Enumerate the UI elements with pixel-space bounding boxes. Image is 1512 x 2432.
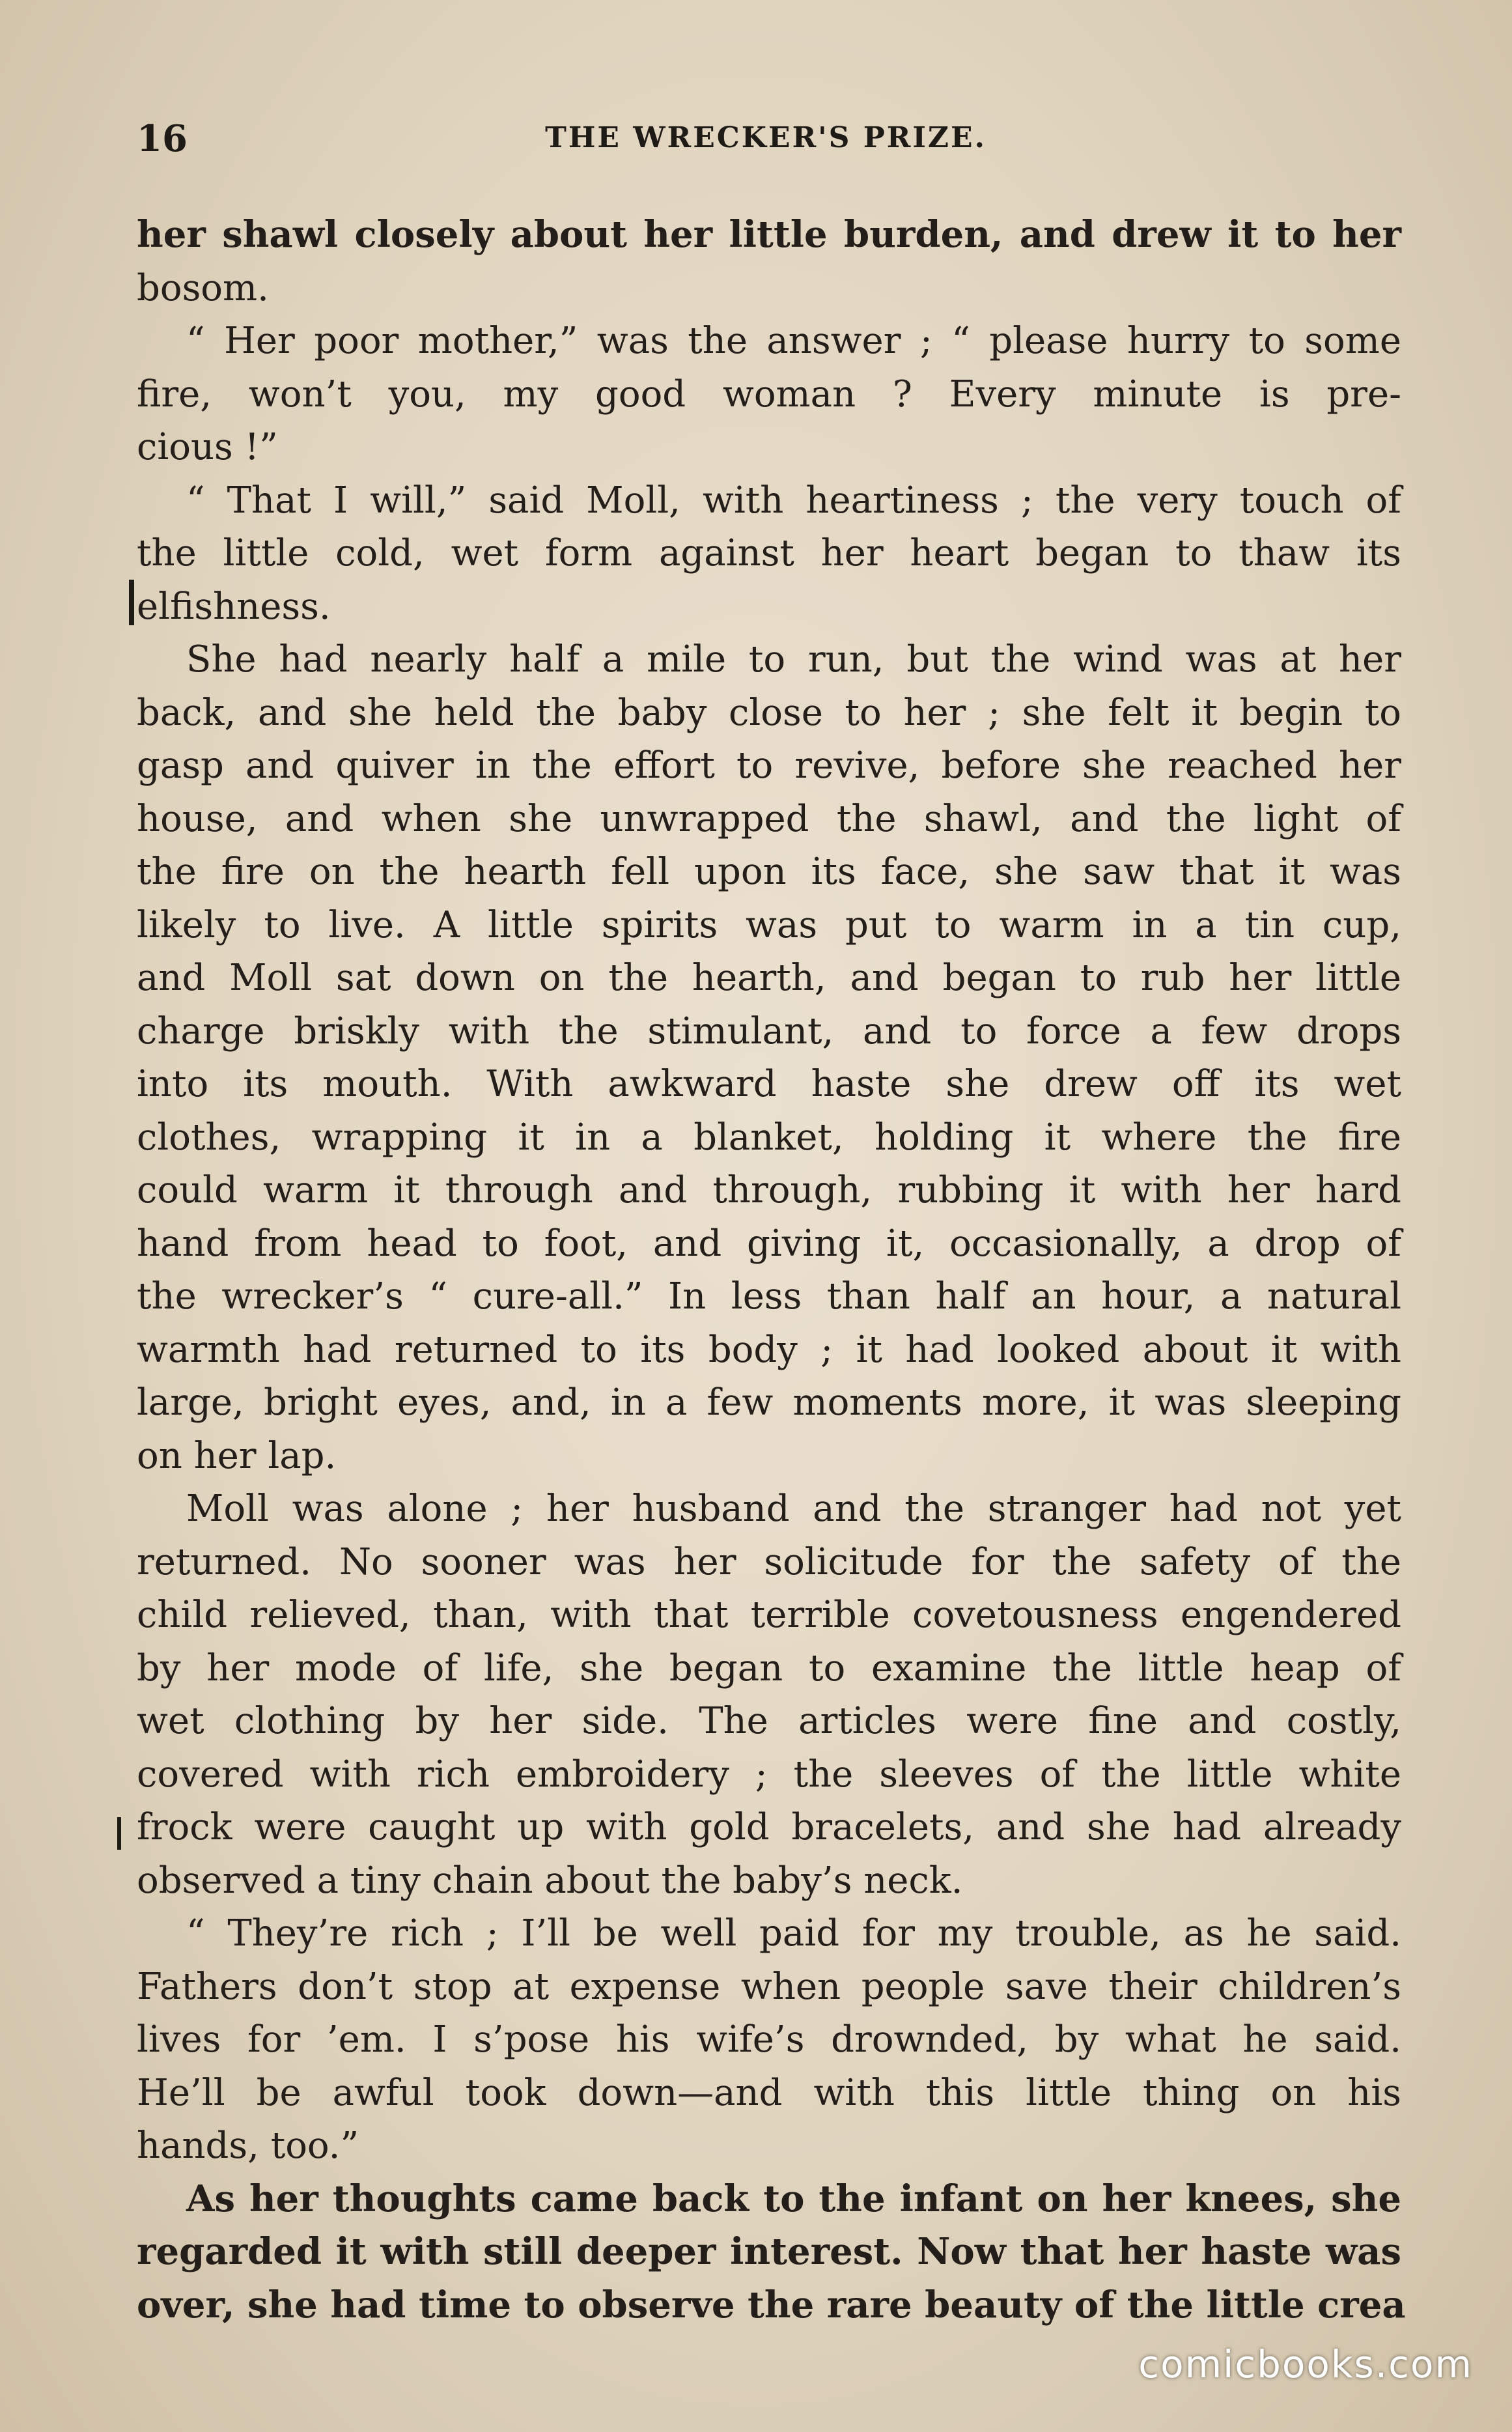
text-line: As her thoughts came back to the infant on her knees, she [186, 2177, 1401, 2220]
text-line: child relieved, than, with that terrible covetousness engendered [137, 1594, 1401, 1636]
text-line: could warm it through and through, rubbing it with her hard [137, 1169, 1401, 1211]
text-line: charge briskly with the stimulant, and to force a few drops [137, 1010, 1401, 1053]
text-line: gasp and quiver in the effort to revive, before she reached her [137, 744, 1401, 787]
page-header [137, 117, 1395, 169]
text-line: the fire on the hearth fell upon its face, she saw that it was [137, 851, 1401, 893]
text-line: the little cold, wet form against her heart began to thaw its [137, 532, 1401, 574]
text-line: elfishness. [137, 585, 331, 628]
text-line: into its mouth. With awkward haste she drew off its wet [137, 1063, 1401, 1105]
margin-mark [129, 580, 134, 625]
text-line: cious !” [137, 426, 278, 468]
running-head: THE WRECKER'S PRIZE. [545, 121, 987, 154]
text-line: clothes, wrapping it in a blanket, holding it where the fire [137, 1116, 1401, 1159]
text-line: and Moll sat down on the hearth, and began to rub her little [137, 957, 1401, 999]
text-line: returned. No sooner was her solicitude for the safety of the [137, 1540, 1401, 1583]
text-line: by her mode of life, she began to examine the little heap of [137, 1647, 1401, 1690]
text-line: the wrecker’s “ cure-all.” In less than half an hour, a natural [137, 1275, 1401, 1318]
text-line: lives for ’em. I s’pose his wife’s drownded, by what he said. [137, 2018, 1401, 2061]
text-line: back, and she held the baby close to her ; she felt it begin to [137, 691, 1401, 734]
text-line: Fathers don’t stop at expense when people save their children’s [137, 1965, 1401, 2008]
page-number: 16 [137, 117, 188, 160]
text-line: He’ll be awful took down—and with this little thing on his [137, 2071, 1401, 2114]
body-text [137, 208, 1406, 2332]
text-line: covered with rich embroidery ; the sleeves of the little white [137, 1753, 1401, 1796]
text-line: warmth had returned to its body ; it had looked about it with [137, 1328, 1401, 1371]
text-line: “ They’re rich ; I’ll be well paid for my trouble, as he said. [186, 1912, 1401, 1955]
text-line: hands, too.” [137, 2125, 359, 2167]
text-line: large, bright eyes, and, in a few moments more, it was sleeping [137, 1381, 1401, 1424]
text-line: likely to live. A little spirits was put to warm in a tin cup, [137, 903, 1401, 946]
text-line: over, she had time to observe the rare beauty of the little crea [137, 2283, 1406, 2326]
text-line: hand from head to foot, and giving it, occasionally, a drop of [137, 1222, 1401, 1265]
text-line: on her lap. [137, 1434, 337, 1477]
text-line: wet clothing by her side. The articles were fine and costly, [137, 1700, 1401, 1742]
watermark: comicbooks.com [1138, 2342, 1473, 2386]
text-line: regarded it with still deeper interest. Now that her haste was [137, 2230, 1401, 2273]
text-line: bosom. [137, 266, 269, 309]
margin-mark [117, 1817, 121, 1850]
text-line: Moll was alone ; her husband and the stranger had not yet [186, 1488, 1401, 1530]
text-line: house, and when she unwrapped the shawl, and the light of [137, 797, 1401, 840]
text-line: observed a tiny chain about the baby’s neck. [137, 1859, 963, 1902]
text-line: “ That I will,” said Moll, with heartiness ; the very touch of [186, 479, 1401, 522]
text-line: She had nearly half a mile to run, but the wind was at her [186, 638, 1401, 681]
text-line: her shawl closely about her little burden, and drew it to her [137, 213, 1401, 256]
text-line: “ Her poor mother,” was the answer ; “ please hurry to some [186, 320, 1401, 362]
text-line: frock were caught up with gold bracelets, and she had already [137, 1806, 1401, 1848]
text-line: fire, won’t you, my good woman ? Every minute is pre- [137, 373, 1401, 416]
